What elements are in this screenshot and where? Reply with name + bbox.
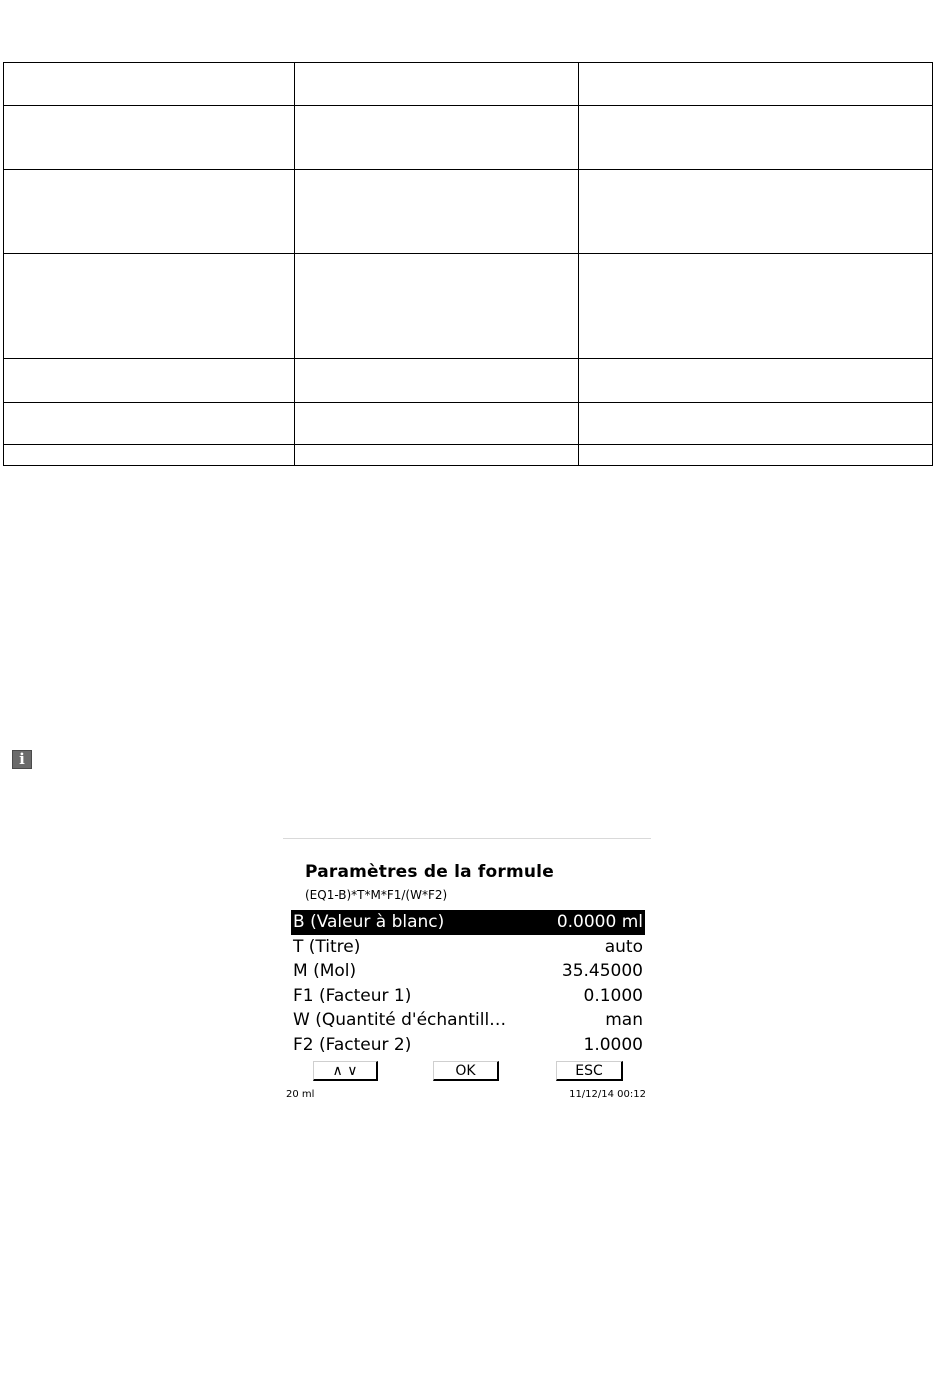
table-row	[4, 170, 933, 254]
param-label: T (Titre)	[293, 936, 361, 957]
param-label: F2 (Facteur 2)	[293, 1034, 412, 1055]
table-row	[4, 106, 933, 170]
param-row-mol[interactable]	[291, 959, 645, 984]
table-row	[4, 63, 933, 106]
param-label: B (Valeur à blanc)	[293, 912, 445, 933]
status-datetime: 11/12/14 00:12	[569, 1089, 646, 1100]
parameter-list	[291, 910, 645, 1057]
param-row-titer[interactable]	[291, 935, 645, 960]
formula-text: (EQ1-B)*T*M*F1/(W*F2)	[305, 888, 448, 902]
status-volume: 20 ml	[286, 1089, 315, 1100]
param-row-factor-2[interactable]	[291, 1033, 645, 1058]
param-row-factor-1[interactable]	[291, 984, 645, 1009]
table-row	[4, 359, 933, 403]
param-value: man	[605, 1010, 643, 1031]
param-value: 0.1000	[583, 985, 643, 1006]
device-screen	[283, 838, 651, 1108]
param-label: W (Quantité d'échantill…	[293, 1010, 507, 1031]
table-row	[4, 254, 933, 359]
nav-up-down-button[interactable]: ∧ ∨	[313, 1061, 378, 1081]
param-label: F1 (Facteur 1)	[293, 985, 412, 1006]
param-value: 35.45000	[561, 961, 643, 982]
screen-divider	[283, 838, 651, 839]
table-row	[4, 445, 933, 466]
param-value: 0.0000 ml	[556, 912, 643, 933]
empty-table	[3, 62, 933, 466]
param-row-blank-value[interactable]	[291, 910, 645, 935]
param-value: auto	[604, 936, 643, 957]
param-value: 1.0000	[583, 1034, 643, 1055]
table-row	[4, 403, 933, 445]
info-icon: i	[12, 750, 32, 769]
param-row-sample-quantity[interactable]	[291, 1008, 645, 1033]
esc-button[interactable]: ESC	[556, 1061, 623, 1081]
screen-title: Paramètres de la formule	[305, 862, 554, 882]
ok-button[interactable]: OK	[433, 1061, 499, 1081]
param-label: M (Mol)	[293, 961, 357, 982]
